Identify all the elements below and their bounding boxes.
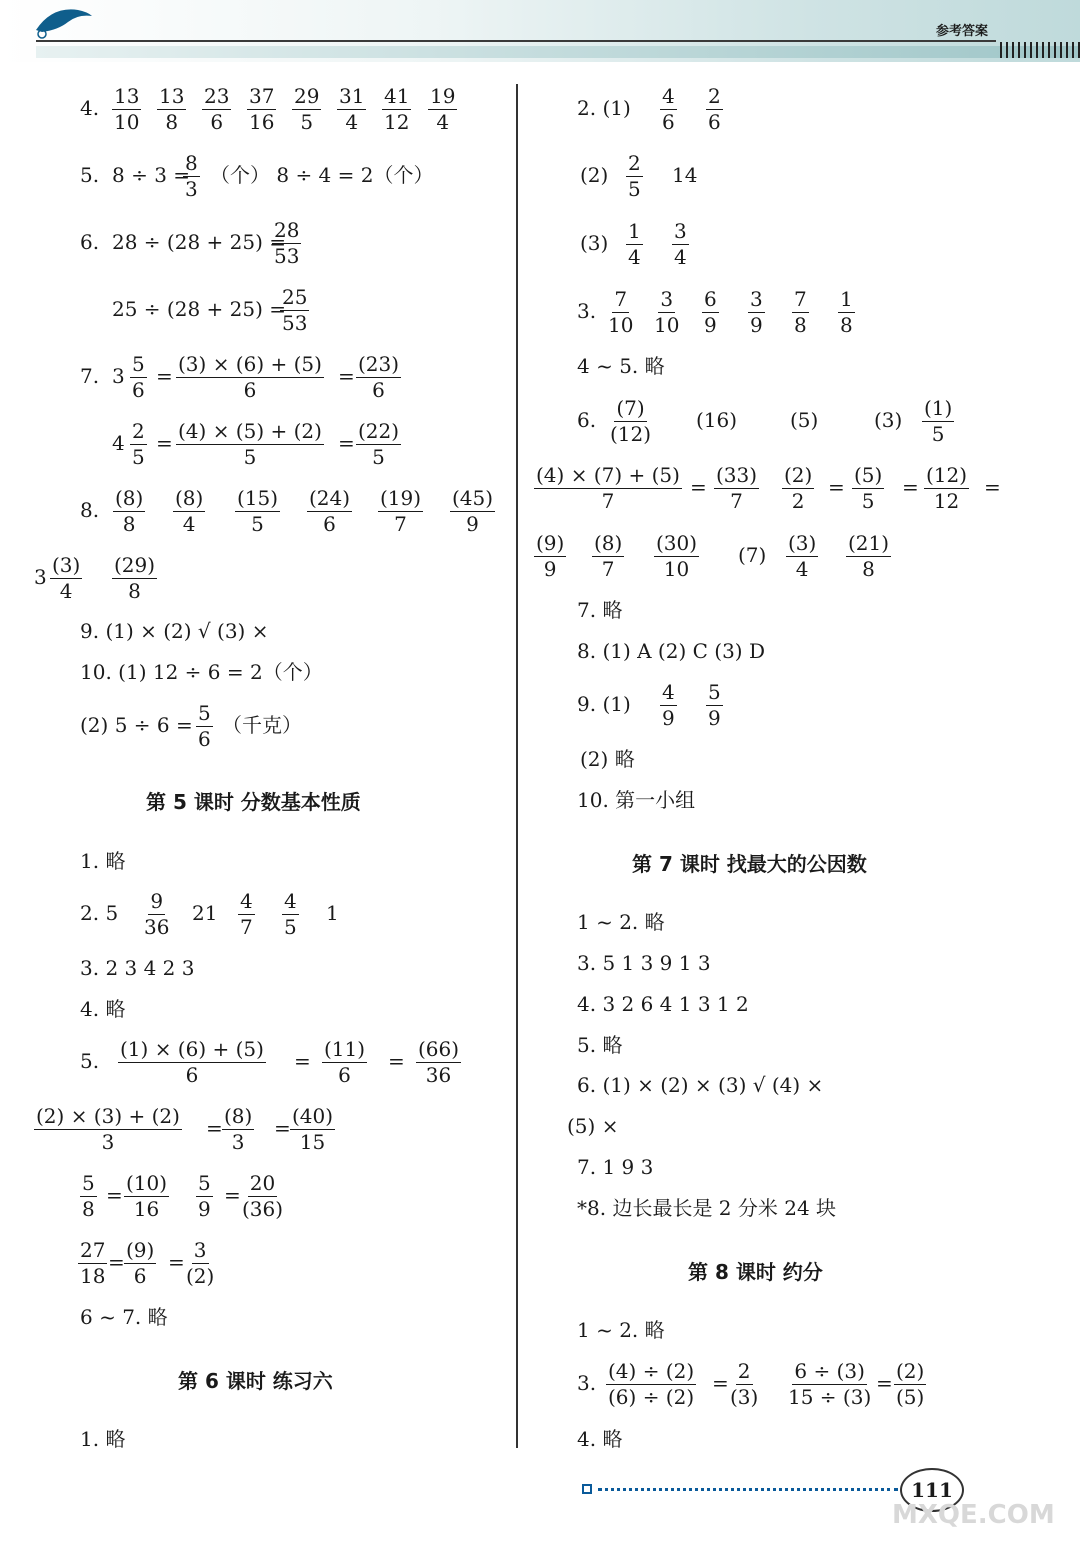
answer-label: 3. [577,1371,597,1395]
q5-label: 5. [80,163,100,187]
equals: = [106,1183,123,1207]
fraction: (10) 16 [126,1171,168,1221]
page-number: 111 [900,1468,964,1512]
header-rule [36,40,996,42]
fraction: (8) 3 [224,1104,253,1154]
answer-value: (16) [696,408,738,432]
fraction: (66) 36 [418,1037,460,1087]
answer-label: 2. 5 [80,901,119,925]
q5-expr: 8 ÷ 3 = [112,163,191,187]
equals: = [156,431,173,455]
fraction: 7 8 [794,287,807,337]
section-heading: 第 6 课时 练习六 [178,1369,333,1393]
q4-label: 4. [80,96,100,120]
q9-label: 9. (1) [577,692,631,716]
fraction: (12) 12 [926,463,968,513]
answer-line: 4 ~ 5. 略 [577,354,665,378]
fraction: (21) 8 [848,531,890,581]
fraction: (11) 6 [324,1037,366,1087]
fraction: 5 9 [198,1171,211,1221]
answer-value: 14 [672,163,698,187]
answer-line: 1. 略 [80,849,126,873]
dolphin-logo-icon [34,0,94,40]
equals: = [338,364,355,388]
q6-label: 6. [577,408,597,432]
footer-dotted-line [598,1488,898,1491]
fraction: 8 3 [185,151,198,201]
answer-line: (2) 略 [580,747,635,771]
column-divider [516,84,518,1448]
equals: = [294,1049,311,1073]
section-heading: 第 8 课时 约分 [688,1260,823,1284]
fraction: (2) (5) [896,1359,925,1409]
fraction: (8) 8 [115,486,144,536]
answer-line: (5) × [567,1114,619,1138]
fraction: (4) ÷ (2) (6) ÷ (2) [608,1359,695,1409]
fraction: (23) 6 [358,352,400,402]
fraction: (3) 4 [52,553,81,603]
q9-answer: 9. (1) × (2) √ (3) × [80,619,269,643]
fraction: (45) 9 [452,486,494,536]
q8-label: 8. [80,498,100,522]
q2-label: 2. (1) [577,96,631,120]
answer-line: 1 ~ 2. 略 [577,910,665,934]
answer-line: 3. 5 1 3 9 1 3 [577,951,711,975]
fraction: (4) × (7) + (5) 7 [536,463,680,513]
answer-line: 10. 第一小组 [577,788,696,812]
answer-line: 8. (1) A (2) C (3) D [577,639,765,663]
section-heading: 第 7 课时 找最大的公因数 [632,852,867,876]
q2-part2: (2) [580,163,609,187]
q10-part2: (2) 5 ÷ 6 = [80,713,193,737]
q5-rest: （个） 8 ÷ 4 = 2（个） [210,163,434,187]
fraction: 19 4 [430,84,456,134]
answer-label: 5. [80,1049,100,1073]
fraction: 5 9 [708,680,721,730]
fraction: (3) × (6) + (5) 6 [178,352,322,402]
answer-line: 1 ~ 2. 略 [577,1318,665,1342]
answer-line: 4. 3 2 6 4 1 3 1 2 [577,992,749,1016]
answer-line: 7. 略 [577,598,623,622]
fraction: (2) × (3) + (2) 3 [36,1104,180,1154]
q7-label: 7. [80,364,100,388]
fraction: 5 8 [82,1171,95,1221]
fraction: (15) 5 [237,486,279,536]
fraction: (5) 5 [854,463,883,513]
header-stripes [1000,42,1080,58]
q10-unit: （千克） [222,713,302,737]
fraction: 20 (36) [242,1171,284,1221]
fraction: 29 5 [294,84,320,134]
fraction: (8) 7 [594,531,623,581]
equals: = [876,1371,893,1395]
equals: = [690,475,707,499]
fraction: 3 9 [750,287,763,337]
q10-part1: 10. (1) 12 ÷ 6 = 2（个） [80,660,323,684]
equals: = [168,1250,185,1274]
fraction: 6 ÷ (3) 15 ÷ (3) [788,1359,872,1409]
answer-value: (5) [790,408,819,432]
fraction: 13 8 [159,84,185,134]
fraction: 2 5 [628,151,641,201]
equals: = [984,475,1001,499]
equals: = [206,1116,223,1140]
q6-expr2: 25 ÷ (28 + 25) = [112,297,287,321]
fraction: 5 6 [132,352,145,402]
fraction: (40) 15 [292,1104,334,1154]
answer-line: 1. 略 [80,1427,126,1451]
fraction: 4 6 [662,84,675,134]
answer-value: (7) [738,543,767,567]
answer-line: 5. 略 [577,1033,623,1057]
q7-whole: 3 [112,364,125,388]
fraction: (3) 4 [788,531,817,581]
fraction: 2 6 [708,84,721,134]
q8-whole: 3 [34,565,47,589]
equals: = [828,475,845,499]
equals: = [902,475,919,499]
fraction: 9 36 [144,889,170,939]
equals: = [274,1116,291,1140]
fraction: 4 5 [284,889,297,939]
answer-line: 3. 2 3 4 2 3 [80,956,195,980]
fraction: 27 18 [80,1238,106,1288]
fraction: (22) 5 [358,419,400,469]
fraction: (24) 6 [309,486,351,536]
answer-line: 6. (1) × (2) × (3) √ (4) × [577,1073,824,1097]
fraction: 7 10 [608,287,634,337]
answer-line: *8. 边长最长是 2 分米 24 块 [577,1196,837,1220]
fraction: (33) 7 [716,463,758,513]
fraction: 25 53 [282,285,308,335]
fraction: 3 (2) [186,1238,215,1288]
section-heading: 第 5 课时 分数基本性质 [146,790,361,814]
equals: = [108,1250,125,1274]
q2-part3: (3) [580,231,609,255]
fraction: 6 9 [704,287,717,337]
equals: = [712,1371,729,1395]
fraction: 4 7 [240,889,253,939]
fraction: 5 6 [198,701,211,751]
fraction: (4) × (5) + (2) 5 [178,419,322,469]
fraction: 37 16 [249,84,275,134]
fraction: (30) 10 [656,531,698,581]
equals: = [156,364,173,388]
footer-marker-icon [582,1484,592,1494]
fraction: 2 5 [132,419,145,469]
fraction: 3 10 [654,287,680,337]
fraction: 1 8 [840,287,853,337]
fraction: (1) 5 [924,396,953,446]
fraction: (19) 7 [380,486,422,536]
answer-value: 1 [326,901,339,925]
q6-label: 6. [80,230,100,254]
fraction: 2 (3) [730,1359,759,1409]
fraction: 28 53 [274,218,300,268]
fraction: (8) 4 [175,486,204,536]
equals: = [338,431,355,455]
fraction: 41 12 [384,84,410,134]
answer-line: 4. 略 [577,1427,623,1451]
fraction: (1) × (6) + (5) 6 [120,1037,264,1087]
fraction: 4 9 [662,680,675,730]
answer-value: (3) [874,408,903,432]
fraction: 3 4 [674,219,687,269]
answer-line: 7. 1 9 3 [577,1155,654,1179]
watermark: MXQE.COM [892,1500,1055,1530]
q3-label: 3. [577,299,597,323]
answer-line: 6 ~ 7. 略 [80,1305,168,1329]
fraction: 1 4 [628,219,641,269]
answer-value: 21 [192,901,218,925]
equals: = [224,1183,241,1207]
fraction: 13 10 [114,84,140,134]
fraction: 23 6 [204,84,230,134]
q6-expr1: 28 ÷ (28 + 25) = [112,230,287,254]
fraction: (9) 6 [126,1238,155,1288]
header-title: 参考答案 [936,24,989,39]
answer-line: 4. 略 [80,997,126,1021]
fraction: 31 4 [339,84,365,134]
fraction: (9) 9 [536,531,565,581]
fraction: (2) 2 [784,463,813,513]
q7-whole: 4 [112,431,125,455]
equals: = [388,1049,405,1073]
fraction: (29) 8 [114,553,156,603]
header-band [36,46,1080,58]
fraction: (7) (12) [610,396,652,446]
